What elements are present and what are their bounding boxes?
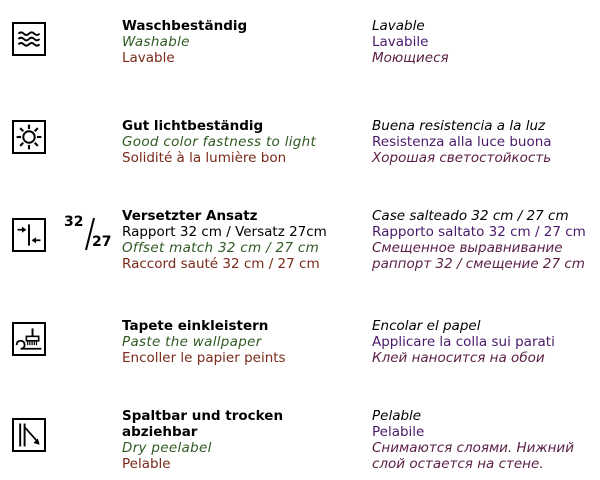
- label-fr: Encoller le papier peints: [122, 350, 286, 366]
- label-de: Versetzter Ansatz: [122, 208, 258, 224]
- label-en: Good color fastness to light: [122, 134, 317, 150]
- dry-peelable-icon: [12, 418, 46, 452]
- fraction-denominator: 27: [92, 234, 112, 250]
- repeat-offset-fraction: [64, 210, 114, 254]
- label-es: Lavable: [372, 18, 425, 34]
- paste-the-wallpaper-icon: [12, 322, 46, 356]
- label-it: Rapporto saltato 32 cm / 27 cm: [372, 224, 586, 240]
- label-de-detail: Rapport 32 cm / Versatz 27cm: [122, 224, 327, 240]
- label-ru: Клей наносится на обои: [372, 350, 545, 366]
- label-ru: Хорошая светостойкость: [372, 150, 552, 166]
- label-es: Case salteado 32 cm / 27 cm: [372, 208, 569, 224]
- label-es: Buena resistencia a la luz: [372, 118, 546, 134]
- label-fr: Solidité à la lumière bon: [122, 150, 287, 166]
- label-fr: Pelable: [122, 456, 171, 472]
- washable-waves-icon: [12, 22, 46, 56]
- label-fr: Lavable: [122, 50, 175, 66]
- label-fr: Raccord sauté 32 cm / 27 cm: [122, 256, 320, 272]
- label-ru-line2: раппорт 32 / смещение 27 cm: [372, 256, 585, 272]
- label-it: Applicare la colla sui parati: [372, 334, 555, 350]
- label-de: Spaltbar und trocken: [122, 408, 284, 424]
- label-ru-line2: слой остается на стене.: [372, 456, 544, 472]
- label-en: Washable: [122, 34, 190, 50]
- sun-lightfast-icon: [12, 120, 46, 154]
- label-it: Resistenza alla luce buona: [372, 134, 552, 150]
- label-es: Pelable: [372, 408, 422, 424]
- label-en: Offset match 32 cm / 27 cm: [122, 240, 320, 256]
- label-de: Tapete einkleistern: [122, 318, 269, 334]
- fraction-numerator: 32: [64, 214, 84, 230]
- label-ru: Снимаются слоями. Нижний: [372, 440, 574, 456]
- label-ru: Моющиеся: [372, 50, 449, 66]
- label-it: Pelabile: [372, 424, 425, 440]
- label-de: Gut lichtbeständig: [122, 118, 264, 134]
- offset-match-icon: [12, 218, 46, 252]
- label-de-line2: abziehbar: [122, 424, 198, 440]
- label-it: Lavabile: [372, 34, 429, 50]
- label-en: Paste the wallpaper: [122, 334, 262, 350]
- label-es: Encolar el papel: [372, 318, 481, 334]
- label-ru: Смещенное выравнивание: [372, 240, 563, 256]
- label-en: Dry peelabel: [122, 440, 212, 456]
- label-de: Waschbeständig: [122, 18, 248, 34]
